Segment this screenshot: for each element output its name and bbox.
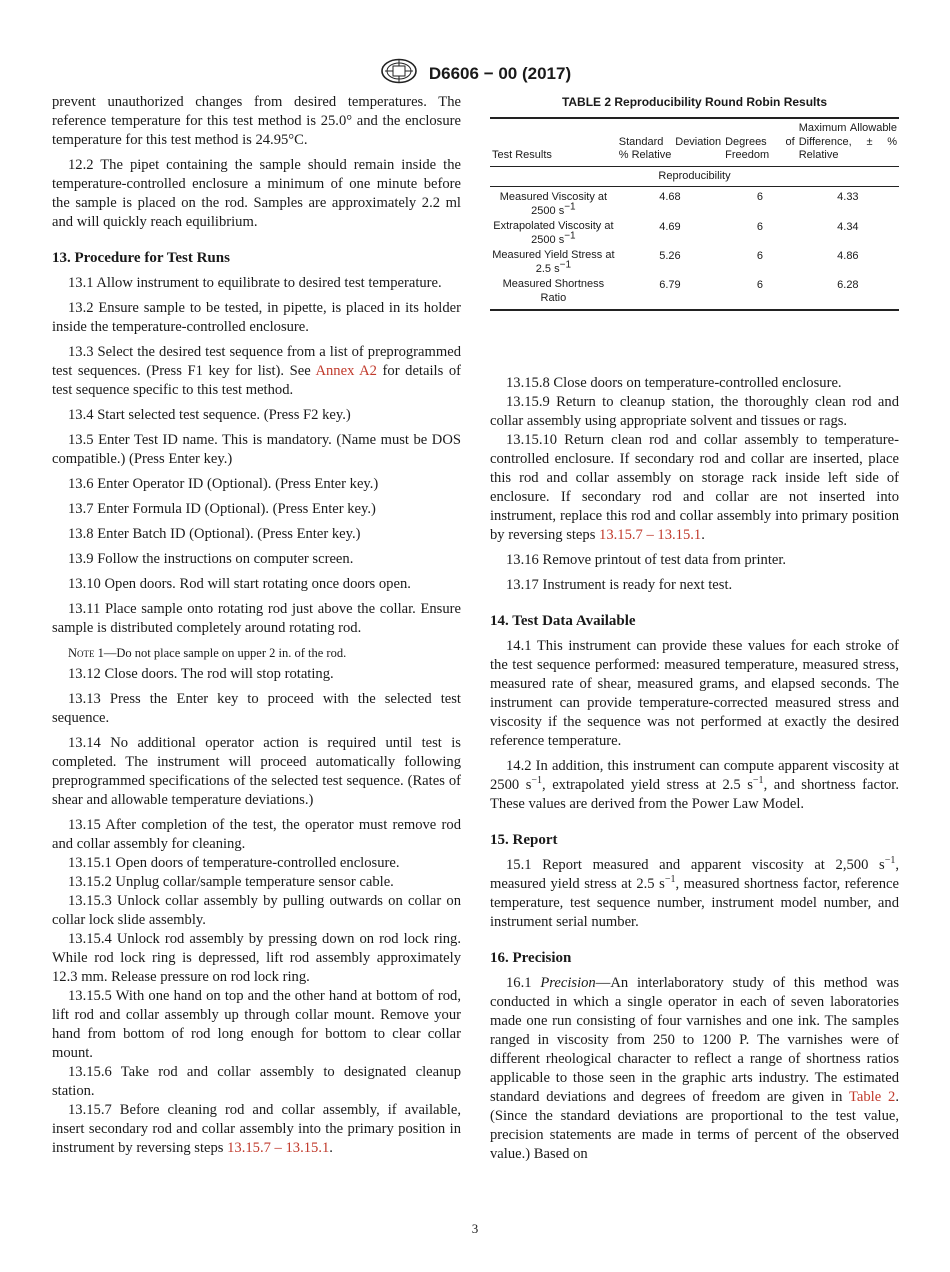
section-13-15-6: 13.15.6 Take rod and collar assembly to designated cleanup station. [52, 1064, 461, 1099]
table-cell: 6.79 [617, 277, 723, 310]
right-column [490, 93, 899, 1164]
section-13-13: 13.13 Press the Enter key to proceed with the selected test sequence. [52, 691, 461, 726]
table-cell-label: Measured Viscosity at 2500 $s^{-1}$ [499, 191, 608, 217]
table-2-link[interactable]: Table 2 [848, 1089, 896, 1105]
section-13-15-4: 13.15.4 Unlock rod assembly by pressing down on rod lock ring. While rod lock ring is depressed, lift rod assembly approximately 12.3 mm. Release pressure on rod lock ring. [52, 931, 461, 985]
table-cell: 4.68 [659, 191, 681, 203]
section-13-9: 13.9 Follow the instructions on computer screen. [68, 551, 354, 567]
section-13-10: 13.10 Open doors. Rod will start rotating once doors open. [68, 576, 411, 592]
section-13-15-2: 13.15.2 Unplug collar/sample temperature sensor cable. [68, 874, 394, 890]
section-13-1: 13.1 Allow instrument to equilibrate to desired test temperature. [68, 275, 442, 291]
table-cell: 6.28 [797, 277, 899, 310]
section-13-14: 13.14 No additional operator action is required until test is completed. The instrument will proceed automatically following preprogrammed specifications of the selected test sequence. (Rates of shear and allowable temperature deviations.) [52, 735, 461, 808]
table-cell: 4.69 [659, 221, 681, 233]
section-14-1: 14.1 This instrument can provide these values for each stroke of the test sequence performed: measured temperature, measured stress, measured rate of shear, measured grams, and elapsed seconds. The instrument can provide temperature-corrected measured stress and viscosity if the sequence was not performed at exactly the desired reference temperature. [490, 638, 899, 749]
table-2-title: TABLE 2 Reproducibility Round Robin Results [561, 95, 828, 109]
left-column [52, 93, 461, 1158]
table-cell: 4.33 [837, 191, 859, 203]
table-cell: 6 [723, 277, 797, 310]
table-cell: 4.34 [837, 221, 859, 233]
heading-16: 16. Precision [490, 950, 572, 966]
table-cell-label: Extrapolated Viscosity at 2500 $s^{-1}$ [493, 220, 614, 246]
table-header-cell: Maximum Allowable Difference, ± % Relative [797, 118, 899, 166]
section-13-15-8: 13.15.8 Close doors on temperature-controlled enclosure. [506, 375, 842, 391]
section-13-16: 13.16 Remove printout of test data from printer. [506, 552, 787, 568]
section-13-15-7: 13.15.7 Before cleaning rod and collar assembly, if available, insert secondary rod and collar assembly into the primary position in instrument by reversing steps 13.15.7 – 13.15.1. [52, 1102, 461, 1156]
table-row [490, 219, 899, 248]
table-cell: 6 [756, 221, 763, 233]
section-13-3: 13.3 Select the desired test sequence from a list of preprogrammed test sequences. (Press F1 key for list). See Annex A2 for details of test sequence specific to this test method. [52, 344, 461, 398]
astm-logo-icon [379, 58, 419, 89]
table-cell: 4.86 [837, 250, 859, 262]
document-id: D6606 − 00 (2017) [428, 63, 572, 83]
paragraph-continuation: prevent unauthorized changes from desired temperatures. The reference temperature for this test method is 25.0° and the enclosure temperature for this test method is 24.95°C. [52, 94, 461, 148]
note-1: Note 1—Do not place sample on upper 2 in. of the rod. [68, 646, 347, 660]
table-header-cell: Standard Deviation % Relative [617, 118, 723, 166]
table-row [490, 277, 899, 310]
table-row [490, 187, 899, 220]
section-13-15-3: 13.15.3 Unlock collar assembly by pulling outwards on collar on collar lock slide assembly. [52, 893, 461, 928]
section-14-2: 14.2 In addition, this instrument can compute apparent viscosity at 2500 $s^{-1}$, extrapolated yield stress at 2.5 $s^{-1}$, and shortness factor. These values are derived from the Power Law Model. [490, 758, 899, 812]
section-13-7: 13.7 Enter Formula ID (Optional). (Press Enter key.) [68, 501, 376, 517]
section-13-15-5: 13.15.5 With one hand on top and the other hand at bottom of rod, lift rod and collar assembly up through collar mount. Remove your hand from bottom of rod long enough for bottom to clear collar mount. [52, 988, 461, 1061]
heading-15: 15. Report [490, 832, 558, 848]
heading-13: 13. Procedure for Test Runs [52, 250, 230, 266]
section-13-11: 13.11 Place sample onto rotating rod just above the collar. Ensure sample is distributed completely around rotating rod. [52, 601, 461, 636]
table-header-cell: Test Results [490, 118, 617, 166]
steps-link[interactable]: 13.15.7 – 13.15.1 [599, 527, 702, 543]
section-13-5: 13.5 Enter Test ID name. This is mandatory. (Name must be DOS compatible.) (Press Enter key.) [52, 432, 461, 467]
annex-a2-link[interactable]: Annex A2 [315, 363, 377, 379]
steps-link[interactable]: 13.15.7 – 13.15.1 [227, 1140, 330, 1156]
table-cell: 6 [756, 191, 763, 203]
section-13-8: 13.8 Enter Batch ID (Optional). (Press Enter key.) [68, 526, 361, 542]
section-15-1: 15.1 Report measured and apparent viscosity at 2,500 $s^{-1}$, measured yield stress at 2.5 $s^{-1}$, measured shortness factor, reference temperature, test sequence number, instrument model number, and instrument serial number. [490, 855, 899, 930]
table-cell-label: Measured Yield Stress at 2.5 $s^{-1}$ [492, 249, 615, 275]
page-number: 3 [471, 1221, 479, 1236]
section-16-1: 16.1 Precision—An interlaboratory study of this method was conducted in which a single operator in each of seven laboratories made one run consisting of four varnishes and one ink. The samples ranged in viscosity from 250 to 1200 P. The varnishes were of different rheological character to reflect a range of shortness ratios applicable to those seen in the graphic arts industry. The estimated standard deviations and degrees of freedom are given in Table 2. (Since the standard deviations are proportional to the test value, precision statements are made in terms of percent of the observed value.) Based on [490, 975, 900, 1162]
section-13-17: 13.17 Instrument is ready for next test. [506, 577, 733, 593]
table-cell: 5.26 [659, 250, 681, 262]
section-13-15-1: 13.15.1 Open doors of temperature-controlled enclosure. [68, 855, 400, 871]
section-13-15-9: 13.15.9 Return to cleanup station, the thoroughly clean rod and collar assembly using appropriate solvent and tissues or rags. [490, 394, 899, 429]
table-row [490, 248, 899, 277]
section-12-2: 12.2 The pipet containing the sample should remain inside the temperature-controlled enclosure a minimum of one minute before the sample is placed on the rod. Samples are approximately 2.2 ml and will quickly reach equilibrium. [52, 157, 461, 230]
table-section-label: Reproducibility [490, 166, 899, 187]
heading-14: 14. Test Data Available [490, 613, 636, 629]
table-cell: 6 [756, 250, 763, 262]
table-cell-label: Measured Shortness Ratio [490, 277, 617, 310]
section-13-2: 13.2 Ensure sample to be tested, in pipette, is placed in its holder inside the temperature-controlled enclosure. [52, 300, 461, 335]
page-header [0, 58, 950, 89]
section-13-12: 13.12 Close doors. The rod will stop rotating. [68, 666, 334, 682]
table-2 [490, 117, 899, 311]
section-13-15-10: 13.15.10 Return clean rod and collar assembly to temperature-controlled enclosure. If secondary rod and collar are inserted, place this rod and collar assembly on storage rack inside left side of enclosure. If secondary rod and collar are not inserted into instrument, replace this rod and collar assembly into primary position by reversing steps 13.15.7 – 13.15.1. [490, 432, 899, 543]
table-section-row [490, 166, 899, 187]
section-13-15: 13.15 After completion of the test, the operator must remove rod and collar assembly for cleaning. [52, 817, 461, 852]
table-header-cell: Degrees of Freedom [723, 118, 797, 166]
section-13-4: 13.4 Start selected test sequence. (Press F2 key.) [68, 407, 351, 423]
section-13-6: 13.6 Enter Operator ID (Optional). (Press Enter key.) [68, 476, 379, 492]
